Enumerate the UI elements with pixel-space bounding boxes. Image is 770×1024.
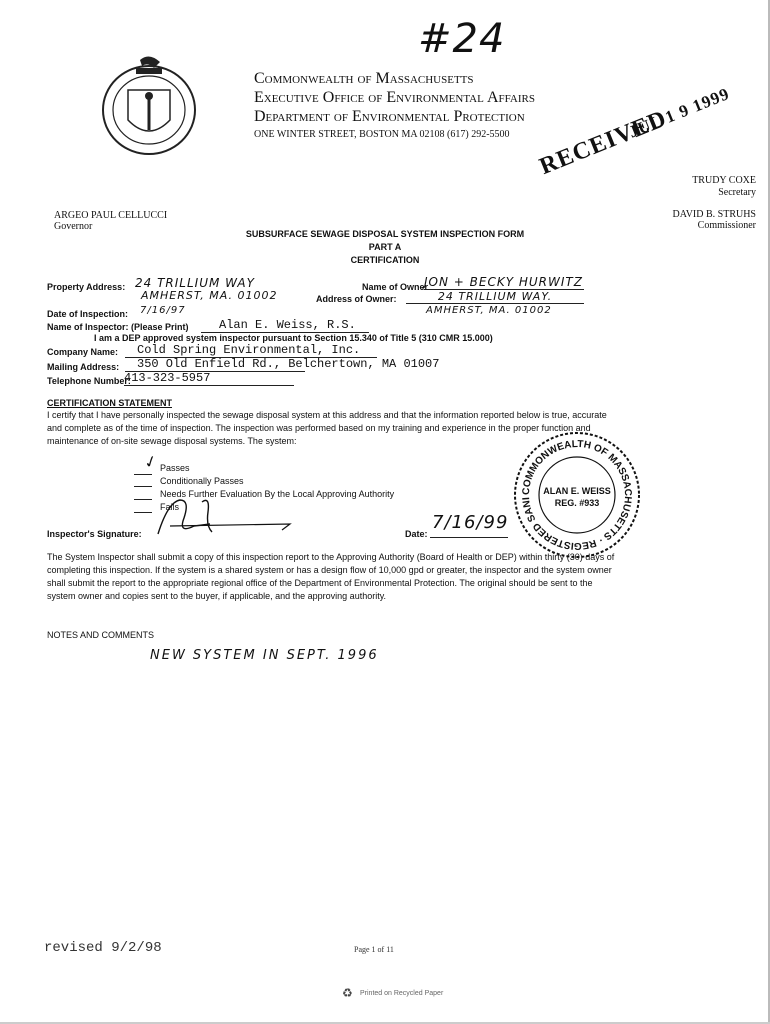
option-conditionally-passes: Conditionally Passes bbox=[160, 476, 244, 486]
page-number: Page 1 of 11 bbox=[354, 945, 394, 954]
owner-address-label: Address of Owner: bbox=[316, 294, 397, 304]
notes-handwritten: NEW SYSTEM IN SEPT. 1996 bbox=[150, 648, 379, 663]
certification-heading: CERTIFICATION STATEMENT bbox=[47, 398, 172, 408]
dep-approved-statement: I am a DEP approved system inspector pursuant to Section 15.340 of Title 5 (310 CMR 15.000) bbox=[94, 333, 493, 343]
certification-text-3: maintenance of on-site sewage disposal systems. The system: bbox=[47, 436, 297, 446]
governor-name: ARGEO PAUL CELLUCCI bbox=[54, 210, 168, 221]
seal-ring-text: COMMONWEALTH OF MASSACHUSETTS · REGISTERED SANI bbox=[520, 438, 634, 552]
instructions-line-4: system owner and copies sent to the buyer, if applicable, and the approving authority. bbox=[47, 591, 387, 601]
property-address-line1: 24 TRILLIUM WAY bbox=[135, 276, 255, 290]
governor-title: Governor bbox=[54, 221, 93, 232]
form-section: CERTIFICATION bbox=[350, 255, 420, 265]
notes-heading: NOTES AND COMMENTS bbox=[47, 630, 155, 640]
recycle-icon: ♻ bbox=[342, 986, 353, 1000]
option-passes-blank[interactable] bbox=[134, 474, 152, 475]
company-name-value: Cold Spring Environmental, Inc. bbox=[125, 343, 377, 358]
commissioner-name: DAVID B. STRUHS bbox=[672, 209, 756, 220]
inspection-date-value: 7/16/97 bbox=[140, 305, 186, 316]
mailing-address-label: Mailing Address: bbox=[47, 362, 120, 372]
inspection-date-label: Date of Inspection: bbox=[47, 309, 129, 319]
telephone-label: Telephone Number: bbox=[47, 376, 131, 386]
handwritten-doc-number: #24 bbox=[418, 16, 506, 62]
form-title: SUBSURFACE SEWAGE DISPOSAL SYSTEM INSPECTION FORM bbox=[245, 229, 525, 239]
massachusetts-seal-icon bbox=[98, 50, 200, 158]
form-part: PART A bbox=[368, 242, 402, 252]
property-address-label: Property Address: bbox=[47, 282, 126, 292]
inspector-signature bbox=[150, 496, 300, 538]
header-address: ONE WINTER STREET, BOSTON MA 02108 (617) 292-5500 bbox=[254, 129, 510, 140]
signed-date-value: 7/16/99 bbox=[432, 512, 509, 533]
company-name-label: Company Name: bbox=[47, 347, 119, 357]
inspector-name-value: Alan E. Weiss, R.S. bbox=[201, 318, 369, 333]
header-department: Department of Environmental Protection bbox=[254, 108, 525, 125]
certification-text-2: and complete as of the time of inspection. The inspection was performed based on my training and experience in the proper function and bbox=[47, 423, 591, 433]
owner-address-line1: 24 TRILLIUM WAY. bbox=[406, 290, 584, 304]
seal-name: ALAN E. WEISS bbox=[543, 486, 611, 496]
commissioner-title: Commissioner bbox=[697, 220, 756, 231]
telephone-value: 413-323-5957 bbox=[124, 371, 294, 386]
option-passes: Passes bbox=[160, 463, 190, 473]
owner-name-label: Name of Owner bbox=[362, 282, 429, 292]
owner-name-value: JON + BECKY HURWITZ bbox=[424, 275, 583, 289]
property-address-line2: AMHERST, MA. 01002 bbox=[141, 289, 278, 302]
revised-date: revised 9/2/98 bbox=[44, 940, 162, 956]
inspector-name-label: Name of Inspector: (Please Print) bbox=[47, 322, 189, 332]
instructions-line-1: The System Inspector shall submit a copy of this inspection report to the Approving Authority (Board of Health or DEP) within thirty (30) days of bbox=[47, 552, 615, 562]
certification-text-1: I certify that I have personally inspected the sewage disposal system at this address and that the information reported below is true, accurate bbox=[47, 410, 607, 420]
secretary-title: Secretary bbox=[718, 187, 756, 198]
instructions-line-2: completing this inspection. If the system is a shared system or has a design flow of 10,000 gpd or greater, the inspector and the system owner bbox=[47, 565, 612, 575]
mailing-address-value: 350 Old Enfield Rd., Belchertown, MA 01007 bbox=[137, 357, 440, 371]
seal-reg: REG. #933 bbox=[554, 498, 600, 508]
date-label: Date: bbox=[405, 529, 428, 539]
option-conditional-blank[interactable] bbox=[134, 486, 152, 487]
checkmark-icon: ✓ bbox=[141, 450, 161, 473]
inspector-signature-label: Inspector's Signature: bbox=[47, 529, 142, 539]
received-stamp-date: JUL 1 9 1999 bbox=[626, 83, 733, 142]
received-stamp-word: RECEIVED bbox=[536, 105, 671, 181]
option-fails: Fails bbox=[160, 502, 180, 512]
registered-sanitarian-seal bbox=[512, 430, 642, 560]
instructions-line-3: shall submit the report to the appropriate regional office of the Department of Environmental Protection. The original should be sent to the bbox=[47, 578, 593, 588]
owner-address-line2: AMHERST, MA. 01002 bbox=[426, 305, 552, 316]
secretary-name: TRUDY COXE bbox=[692, 175, 756, 186]
header-commonwealth: Commonwealth of Massachusetts bbox=[254, 70, 474, 87]
option-needs-further-evaluation: Needs Further Evaluation By the Local Approving Authority bbox=[160, 489, 395, 499]
recycled-paper-note: Printed on Recycled Paper bbox=[360, 990, 444, 997]
header-executive-office: Executive Office of Environmental Affairs bbox=[254, 89, 535, 106]
date-underline bbox=[430, 537, 508, 538]
